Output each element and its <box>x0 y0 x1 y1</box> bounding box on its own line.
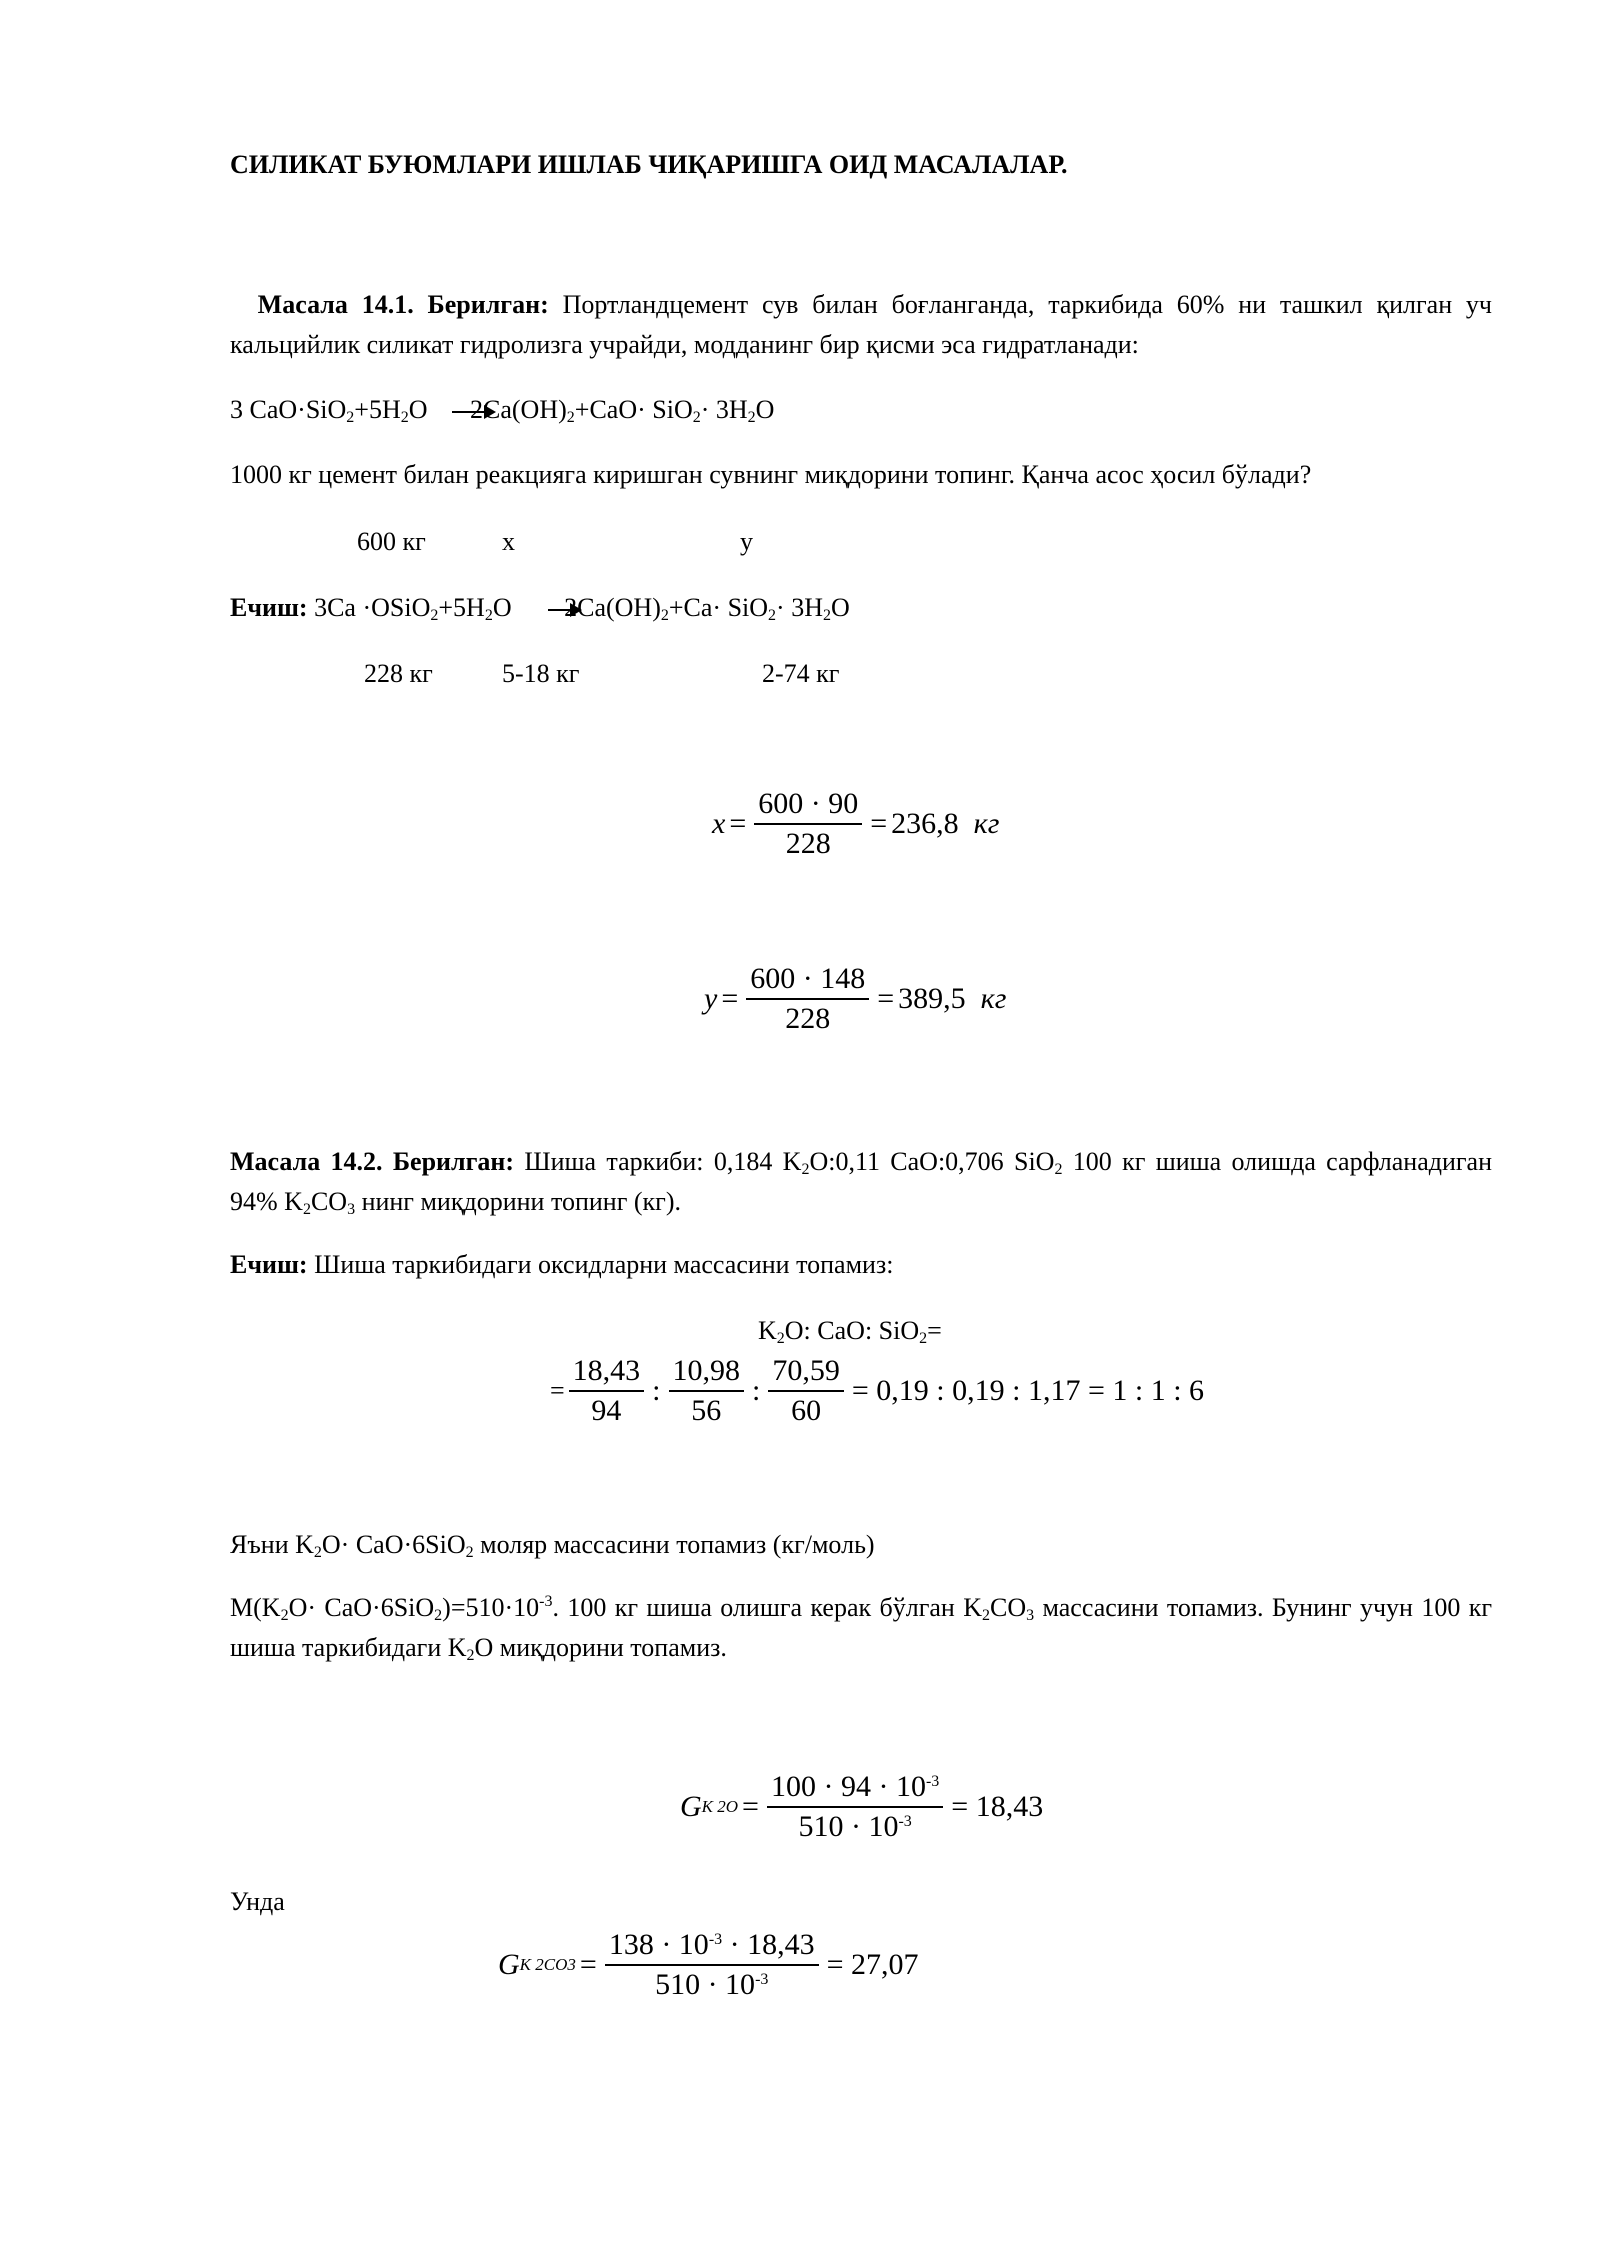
solution-1-equation: Ечиш: $3Ca \cdot OSiO_2+5H_2O$ $2Ca(OH)_2+Ca\cdot SiO_2\cdot 3H_2O$ <box>230 593 850 624</box>
page-title: СИЛИКАТ БУЮМЛАРИ ИШЛАБ ЧИҚАРИШГА ОИД МАСАЛАЛАР. <box>230 150 1068 179</box>
unda-label: Унда <box>230 1887 285 1916</box>
oxide-ratio-header: $K_2O$: CaO: SiO$_2$= <box>758 1316 942 1347</box>
molar-mass-water: 5-18 кг <box>502 659 580 688</box>
solution-label: Ечиш: <box>230 1250 308 1279</box>
mass-label-600: 600 кг <box>357 527 426 556</box>
molar-mass-statement: Яъни $K_2O\cdot CaO\cdot 6SiO_2$ моляр массасини топамиз (кг/моль) <box>230 1530 875 1561</box>
formula-g-k2o: G K 2O = $\frac{100 \cdot 94 \cdot 10^{-3}}{510 \cdot 10^{-3}}$ = 18,43 <box>680 1770 1044 1843</box>
molar-mass-base: 2-74 кг <box>762 659 840 688</box>
mass-label-y: y <box>740 527 753 556</box>
molar-mass-228: 228 кг <box>364 659 433 688</box>
question-1: 1000 кг цемент билан реакцияга киришган сувнинг миқдорини топинг. Қанча асос ҳосил бўлади? <box>230 460 1312 489</box>
reaction-arrow-icon <box>548 600 582 620</box>
glass-mass-statement: $M(K_2O\cdot CaO\cdot 6SiO_2)=510\cdot 10^{-3}$. 100 кг шиша олишга керак бўлган $K_2CO_3$ массасини топамиз. Бунинг учун 100 кг шиша таркибидаги $K_2O$ миқдорини топамиз. <box>230 1593 1493 1664</box>
mass-label-x: x <box>502 527 515 556</box>
formula-g-k2co3: G K 2CO3 = $\frac{138 \cdot 10^{-3} \cdot 18,43}{510 \cdot 10^{-3}}$ = 27,07 <box>498 1928 919 2001</box>
solution-label: Ечиш: <box>230 593 308 622</box>
formula-x: x = $\frac{600 \cdot 90}{228}$ = 236,8 кг <box>712 787 1000 860</box>
problem-14-1-label: Масала 14.1. Берилган: <box>257 290 549 319</box>
reaction-arrow-icon <box>452 402 496 422</box>
problem-14-1-text: Портландцемент сув билан боғланганда, таркибида 60% ни ташкил қилган уч кальцийлик силикат гидролизга учрайди, модданинг бир қисми эса гидратланади: <box>230 290 1493 359</box>
formula-y: y = $\frac{600 \cdot 148}{228}$ = 389,5 кг <box>704 962 1007 1035</box>
solution-2-intro: Ечиш: Шиша таркибидаги оксидларни массасини топамиз: <box>230 1250 894 1279</box>
reaction-equation-1: 3 $CaO\cdot SiO_2+5H_2O$ $2Ca(OH)_2+CaO\cdot SiO_2\cdot 3H_2O$ <box>230 395 775 426</box>
problem-14-2-label: Масала 14.2. Берилган: <box>230 1147 515 1176</box>
problem-14-1-statement <box>230 285 1492 365</box>
oxide-ratio-formula: = $\frac{18,43}{94}$ : $\frac{10,98}{56}$ : $\frac{70,59}{60}$ = 0,19 : 0,19 : 1,17 = 1 : 1 : 6 <box>550 1354 1205 1427</box>
problem-14-2-statement: Масала 14.2. Берилган: Шиша таркиби: 0,184 $K_2O:0,11$ CaO:0,706 SiO$_2$ 100 кг шиша олишда сарфланадиган 94% $K_2CO_3$ нинг миқдорини топинг (кг). <box>230 1147 1493 1218</box>
